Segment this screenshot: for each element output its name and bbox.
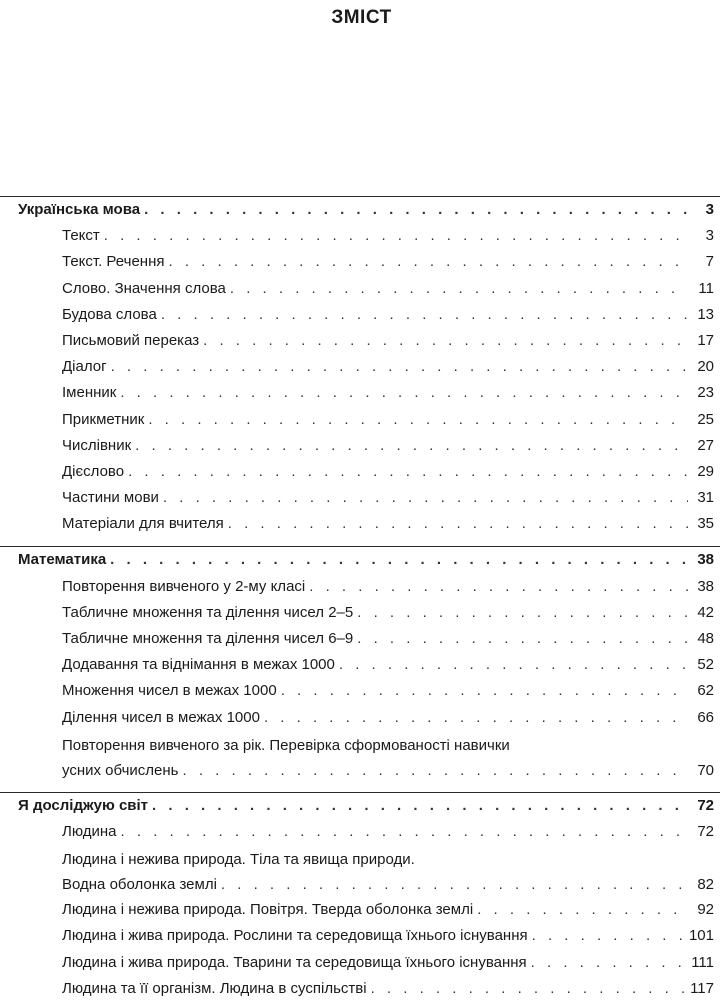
page-number: 29 [697,462,714,480]
page-number: 11 [698,279,714,297]
entry-title: Частини мови [62,489,159,507]
toc-entry[interactable] [0,897,720,923]
entry-title-line2: усних обчислень [62,761,179,779]
toc-entry[interactable] [0,574,720,600]
page-number: 31 [697,489,714,507]
page-number: 62 [697,682,714,700]
dot-leader [281,678,688,704]
entry-title: Людина і жива природа. Рослини та середовища їхнього існування [62,927,528,945]
page-number: 92 [697,901,714,919]
toc-entry[interactable] [0,678,720,704]
entry-title-line1: Людина і нежива природа. Тіла та явища природи. [62,851,415,869]
toc-entry[interactable] [0,354,720,380]
entry-title: Текст. Речення [62,253,165,271]
toc-entry[interactable] [0,407,720,433]
page-number: 25 [697,410,714,428]
dot-leader [168,249,688,275]
toc-entry[interactable] [0,923,720,949]
entry-title: Письмовий переказ [62,331,200,349]
toc-entry[interactable] [0,276,720,302]
entry-title: Людина та її організм. Людина в суспільстві [62,979,367,997]
dot-leader [152,793,688,819]
page-number: 48 [697,630,714,647]
toc-entry[interactable] [0,433,720,459]
dot-leader [477,897,688,923]
page-number: 42 [697,603,714,621]
page-number: 82 [697,876,714,894]
dot-leader [128,459,688,485]
toc-section-ukrainian [0,196,720,537]
page-number: 72 [697,796,714,814]
entry-title: Додавання та віднімання в межах 1000 [62,656,335,674]
section-heading[interactable] [0,793,720,819]
page-number: 13 [697,305,714,323]
toc-entry[interactable] [0,223,720,249]
toc-entry[interactable] [0,600,720,626]
entry-title: Людина [62,822,117,840]
dot-leader [104,223,688,249]
entry-title: Табличне множення та ділення чисел 2–5 [62,603,354,621]
section-heading[interactable] [0,197,720,223]
toc-entry[interactable] [0,511,720,537]
toc-entry-multiline[interactable] [0,845,720,897]
dot-leader [309,574,688,600]
dot-leader [144,197,688,223]
page-number: 70 [697,761,714,779]
page-number: 23 [697,384,714,402]
page-number: 38 [697,551,714,569]
dot-leader [371,976,687,1002]
page-number: 111 [691,953,714,971]
entry-title: Людина і нежива природа. Повітря. Тверда оболонка землі [62,901,474,919]
dot-leader [163,485,688,511]
page-number: 3 [705,201,714,218]
page-number: 27 [697,436,714,454]
entry-title: Дієслово [62,462,125,480]
section-title: Я досліджую світ [18,796,149,814]
dot-leader [135,433,688,459]
page-number: 117 [690,979,714,997]
page-number: 3 [705,227,714,245]
entry-title: Слово. Значення слова [62,279,226,297]
dot-leader [357,600,688,626]
section-title: Українська мова [18,201,141,218]
toc-entry[interactable] [0,302,720,328]
entry-title-line2: Водна оболонка землі [62,876,217,894]
toc-entry[interactable] [0,819,720,845]
toc-entry[interactable] [0,976,720,1002]
page-number: 35 [697,515,714,533]
toc-entry[interactable] [0,249,720,275]
dot-leader [110,547,688,573]
dot-leader [531,950,688,976]
dot-leader [339,652,688,678]
page-number: 20 [697,358,714,376]
toc-entry[interactable] [0,652,720,678]
entry-title: Матеріали для вчителя [62,515,224,533]
dot-leader [111,354,688,380]
entry-title: Прикметник [62,410,145,428]
page-number: 66 [697,708,714,726]
dot-leader [182,758,688,783]
entry-title: Множення чисел в межах 1000 [62,682,277,700]
section-heading[interactable] [0,547,720,573]
toc-section-world [0,792,720,1002]
section-title: Математика [18,551,107,569]
toc-entry[interactable] [0,380,720,406]
toc-entry-multiline[interactable] [0,731,720,783]
dot-leader [228,511,688,537]
dot-leader [230,276,688,302]
dot-leader [357,626,688,652]
page-number: 7 [705,253,714,271]
entry-title: Іменник [62,384,117,402]
page-number: 52 [697,656,714,674]
entry-last-line [62,872,714,897]
page-number: 101 [688,927,714,945]
entry-title: Людина і жива природа. Тварини та середовища їхнього існування [62,953,527,971]
page-number: 72 [697,822,714,840]
entry-title: Текст [62,227,100,245]
table-of-contents [0,196,723,1002]
dot-leader [264,705,688,731]
page-title: ЗМІСТ [331,7,392,28]
entry-title: Ділення чисел в межах 1000 [62,708,260,726]
toc-entry[interactable] [0,950,720,976]
toc-entry[interactable] [0,328,720,354]
entry-title-line1: Повторення вивченого за рік. Перевірка сформованості навички [62,736,510,754]
entry-title: Діалог [62,358,107,376]
toc-entry[interactable] [0,459,720,485]
dot-leader [532,923,685,949]
page-number: 17 [697,331,714,349]
page-number: 38 [697,577,714,595]
dot-leader [120,380,688,406]
dot-leader [221,872,688,897]
toc-entry[interactable] [0,485,720,511]
toc-entry[interactable] [0,626,720,652]
dot-leader [203,328,688,354]
entry-title: Числівник [62,436,132,454]
toc-section-math [0,546,720,782]
dot-leader [148,407,688,433]
dot-leader [121,819,688,845]
entry-title: Табличне множення та ділення чисел 6–9 [62,630,354,647]
dot-leader [161,302,688,328]
toc-entry[interactable] [0,705,720,731]
entry-title: Повторення вивченого у 2-му класі [62,577,306,595]
entry-title: Будова слова [62,305,157,323]
entry-last-line [62,758,714,783]
